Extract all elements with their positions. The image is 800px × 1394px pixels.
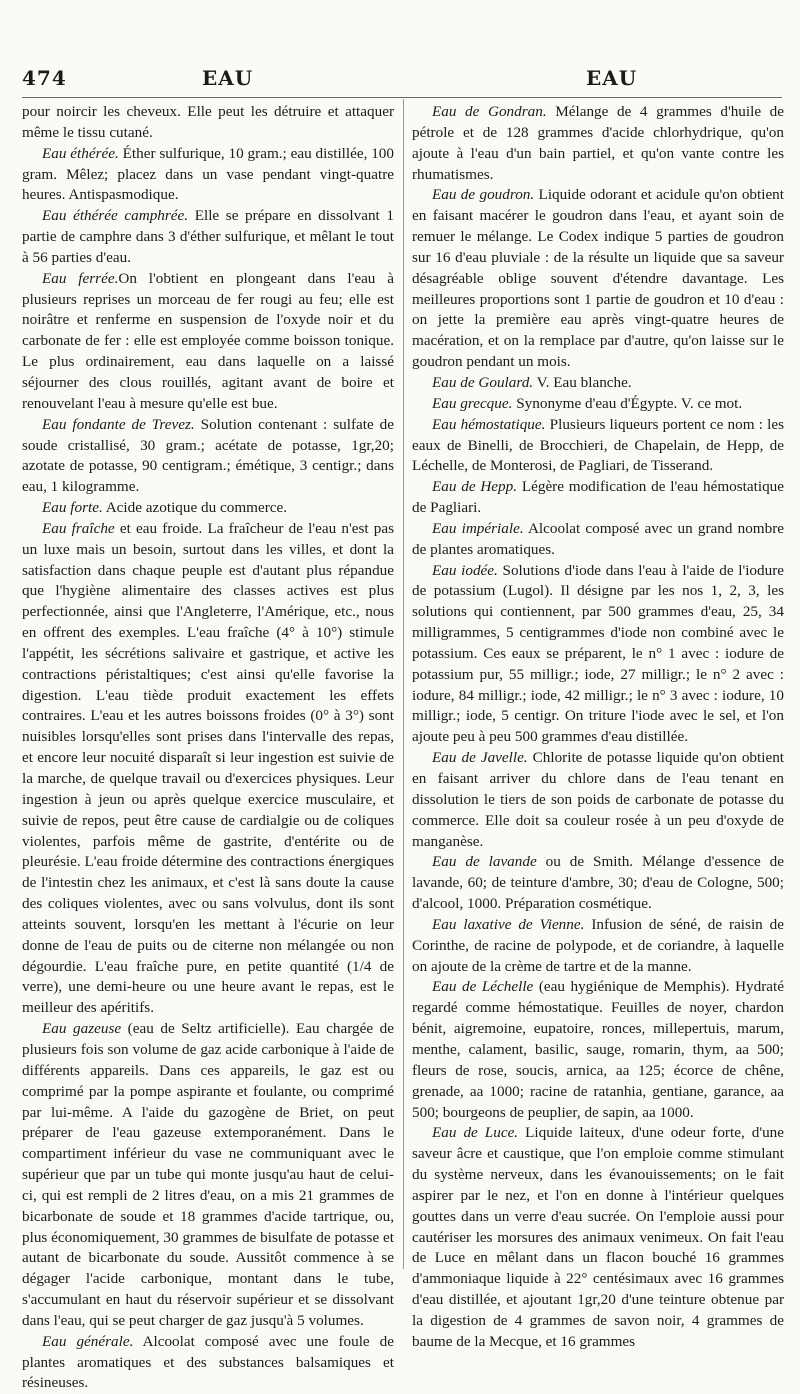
entry-headword: Eau hémostatique. (432, 415, 546, 433)
entry-headword: Eau de Luce. (432, 1124, 519, 1142)
entry-headword: Eau éthérée camphrée. (42, 207, 189, 225)
entry-body: Alcoolat composé avec une foule de plantes aromatiques et des substances balsamiques et résineuses. (22, 1332, 394, 1392)
entry-headword: Eau fraîche (42, 519, 115, 537)
dictionary-entry (412, 185, 784, 373)
dictionary-entry (22, 415, 394, 498)
entry-headword: Eau impériale. (432, 519, 524, 537)
dictionary-entry (412, 915, 784, 978)
running-head-left: EAU (202, 66, 254, 90)
dictionary-entry (412, 415, 784, 478)
entry-headword: Eau de lavande (432, 853, 537, 871)
dictionary-entry (22, 1332, 394, 1394)
entry-body: Synonyme d'eau d'Égypte. V. ce mot. (516, 394, 743, 412)
entry-headword: Eau grecque. (432, 394, 513, 412)
entry-body: V. Eau blanche. (536, 373, 632, 391)
entry-body: (eau hygiénique de Memphis). Hydraté regardé comme hémostatique. Feuilles de noyer, chardon bénit, aigremoine, eupatoire, ronces, millepertuis, marum, menthe, calament, basilic, sauge, romarin, thym, aa 500; fleurs de rose, soucis, arnica, aa 125; écorce de chêne, grenade, aa 1000; racine de ratanhia, gentiane, garance, aa 500; bourgeons de peuplier, de sapin, aa 1000. (412, 978, 785, 1121)
dictionary-entry (22, 206, 394, 269)
entry-headword: Eau laxative de Vienne. (432, 915, 585, 933)
entry-body: Éther sulfurique, 10 gram.; eau distillée, 100 gram. Mêlez; placez dans un vase pendant vingt-quatre heures. Antispasmodique. (22, 144, 394, 204)
dictionary-entry (412, 561, 784, 749)
entry-headword: Eau de Gondran. (432, 103, 547, 120)
dictionary-entry (412, 477, 784, 519)
dictionary-entry (412, 977, 784, 1123)
entry-headword: Eau de Hepp. (432, 478, 518, 496)
entry-body: Liquide odorant et acidule qu'on obtient en faisant macérer le goudron dans l'eau, et ayant soin de remuer le mélange. Le Codex indique 5 parties de goudron sur 16 d'eau pluviale : de la résulte un liquide que sa saveur désagréable oblige souvent d'étendre davantage. Les meilleures proportions sont 1 partie de goudron et 10 d'eau : on jette la première eau après vingt-quatre heures de macération, et on la remplace par d'autre, qu'on laisse sur le goudron pendant un mois. (412, 186, 784, 371)
page-number: 474 (22, 66, 67, 90)
entry-headword: Eau de Javelle. (432, 749, 528, 767)
entry-body: Légère modification de l'eau hémostatique de Pagliari. (412, 478, 785, 517)
dictionary-entry (22, 519, 394, 1019)
dictionary-entry (412, 852, 784, 915)
entry-headword: Eau iodée. (432, 561, 498, 579)
dictionary-entry (22, 1019, 394, 1332)
entry-body: Mélange de 4 grammes d'huile de pétrole et de 128 grammes d'acide chlorhydrique, qu'on ajoute à l'eau d'un bain partiel, et qu'on vante contre les rhumatismes. (412, 103, 785, 183)
entry-body: On l'obtient en plongeant dans l'eau à plusieurs reprises un morceau de fer rougi au feu; elle est noirâtre et renferme en suspension de l'oxyde noir et du carbonate de fer : elle est employée comme boisson tonique. Le plus ordinairement, eau dans laquelle on a laissé séjourner des clous rouillés, agitant avant de boire et renouvelant l'eau à mesure qu'elle est bue. (22, 269, 394, 412)
entry-headword: Eau gazeuse (42, 1020, 122, 1038)
running-head-right: EAU (586, 66, 638, 90)
entry-body: Solution contenant : sulfate de soude cristallisé, 30 gram.; acétate de potasse, 1gr,20; azotate de potasse, 90 centigram.; émétique, 3 centigr.; dans eau, 1 kilogramme. (22, 415, 394, 496)
entry-headword: Eau forte. (42, 499, 103, 517)
page-header (22, 66, 782, 98)
dictionary-entry (412, 1123, 784, 1352)
header-rule (22, 97, 782, 98)
entry-headword: Eau de goudron. (432, 186, 535, 204)
entry-body: Acide azotique du commerce. (105, 499, 288, 517)
dictionary-entry (412, 519, 784, 561)
right-column (412, 102, 784, 1353)
entry-headword: Eau fondante de Trevez. (42, 415, 195, 433)
dictionary-entry (412, 394, 784, 415)
entry-headword: Eau de Goulard. (432, 373, 534, 391)
entry-headword: Eau ferrée. (42, 269, 119, 287)
entry-headword: Eau générale. (42, 1332, 134, 1350)
entry-body: Alcoolat composé avec un grand nombre de plantes aromatiques. (412, 519, 784, 558)
entry-body: Infusion de séné, de raisin de Corinthe, de racine de polypode, et de coriandre, à laquelle on ajoute de la crème de tartre et de la manne. (412, 915, 784, 975)
entry-headword: Eau de Léchelle (432, 978, 534, 996)
entry-body: Chlorite de potasse liquide qu'on obtient en faisant arriver du chlore dans de l'eau tenant en dissolution le tiers de son poids de carbonate de potasse du commerce. Elle doit sa couleur rosée à un peu d'oxyde de manganèse. (412, 749, 785, 850)
entry-body: (eau de Seltz artificielle). Eau chargée de plusieurs fois son volume de gaz acide carbonique à l'aide de différents appareils. Dans ces appareils, le gaz est ou comprimé par la pompe aspirante et foulante, ou comprimé par lui-même. A l'aide du gazogène de Briet, on peut préparer de l'eau gazeuse extemporanément. Dans le compartiment inférieur du vase ne communiquant avec le supérieur que par un tube qui monte jusqu'au haut de celui-ci, qui est rempli de 2 litres d'eau, on a mis 21 grammes de bicarbonate de soude et 18 grammes d'acide tartrique, ou, plus économiquement, 30 grammes de bisulfate de potasse et autant de bicarbonate du soude. Aussitôt commence à se dégager l'acide carbonique, montant dans le tube, s'accumulant en haut du réservoir supérieur et se dissolvant dans l'eau, qui se peut charger de gaz jusqu'à 5 volumes. (22, 1020, 394, 1329)
entry-body: Solutions d'iode dans l'eau à l'aide de l'iodure de potassium (Lugol). Il désigne par les nos 1, 2, 3, les solutions qui contiennent, par 500 grammes d'eau, 25, 34 milligrammes, 5 centigrammes d'iode non combiné avec le potassium. Ces eaux se préparent, le n° 1 avec : iodure de potassium pur, 55 milligr.; iode, 27 milligr.; le n° 2 avec : iodure, 84 milligr.; iode, 42 milligr.; le n° 3 avec : iodure, 10 milligr.; iode, 5 centigr. On triture l'iode avec le sel, et l'on ajoute peu à peu 500 grammes d'eau distillée. (412, 561, 785, 746)
dictionary-entry (412, 373, 784, 394)
entry-body: et eau froide. La fraîcheur de l'eau n'est pas un luxe mais un besoin, surtout dans les villes, et dont la satisfaction dans chaque peuple est d'autant plus répandue que l'hygiène alimentaire des classes actives est plus perfectionnée, ainsi que l'Angleterre, l'Amérique, etc., nous en offrent des exemples. L'eau fraîche (4° à 10°) stimule l'appétit, les sécrétions salivaire et gastrique, et active les contractions péristaltiques; c'est ainsi qu'elle favorise la digestion. L'eau tiède produit exactement les effets contraires. L'eau et les autres boissons froides (0° à 3°) sont nuisibles lorsqu'elles sont prises dans l'intervalle des repas, et encore leur nocuité disparaît si leur ingestion est suivie de la marche, de quelque travail ou d'exercices physiques. Leur ingestion à jeun ou après quelque exercice musculaire, et suivie de repos, peut être cause de cardialgie ou de coliques violentes, parfois même de gastrite, d'entérite ou de pleurésie. L'eau froide détermine des contractions énergiques de l'intestin chez les animaux, et c'est là sans doute la cause des coliques violentes, avec ou sans volvulus, dont ils sont atteints souvent, lorsqu'en les mettant à l'écurie on leur donne de l'eau de puits ou de citerne non mélangée ou non dégourdie. L'eau fraîche pure, en petite quantité (1/4 de verre), une demi-heure ou une heure avant le repas, est le meilleur des apéritifs. (22, 519, 395, 1017)
dictionary-entry (412, 102, 784, 185)
dictionary-entry (22, 102, 394, 144)
dictionary-entry (22, 144, 394, 207)
column-divider (403, 99, 404, 1269)
dictionary-entry (22, 498, 394, 519)
dictionary-entry (412, 748, 784, 852)
left-column (22, 102, 394, 1394)
dictionary-entry (22, 269, 394, 415)
entry-body: Elle se prépare en dissolvant 1 partie de camphre dans 3 d'éther sulfurique, et mêlant le tout à 56 parties d'eau. (22, 207, 394, 266)
entry-body: Liquide laiteux, d'une odeur forte, d'une saveur âcre et caustique, que l'on emploie comme stimulant du système nerveux, dans les évanouissements; on le fait aspirer par le nez, et l'on en donne à l'intérieur quelques gouttes dans un verre d'eau sucrée. On l'emploie aussi pour cautériser les morsures des animaux venimeux. On fait l'eau de Luce en mêlant dans un flacon bouché 16 grammes d'ammoniaque liquide à 22° centésimaux avec 16 grammes d'eau distillée, et ajoutant 1gr,20 d'une teinture obtenue par la digestion de 4 grammes de savon noir, 4 grammes de baume de la Mecque, et 16 grammes (412, 1124, 784, 1350)
entry-body: pour noircir les cheveux. Elle peut les détruire et attaquer même le tissu cutané. (22, 103, 394, 141)
entry-headword: Eau éthérée. (42, 144, 119, 162)
entry-body: Plusieurs liqueurs portent ce nom : les eaux de Binelli, de Brocchieri, de Chapelain, de Hepp, de Léchelle, de Monterosi, de Pagliari, de Tisserand. (412, 415, 785, 475)
entry-body: ou de Smith. Mélange d'essence de lavande, 60; de teinture d'ambre, 30; d'eau de Cologne, 500; d'alcool, 1000. Préparation cosmétique. (412, 853, 784, 913)
